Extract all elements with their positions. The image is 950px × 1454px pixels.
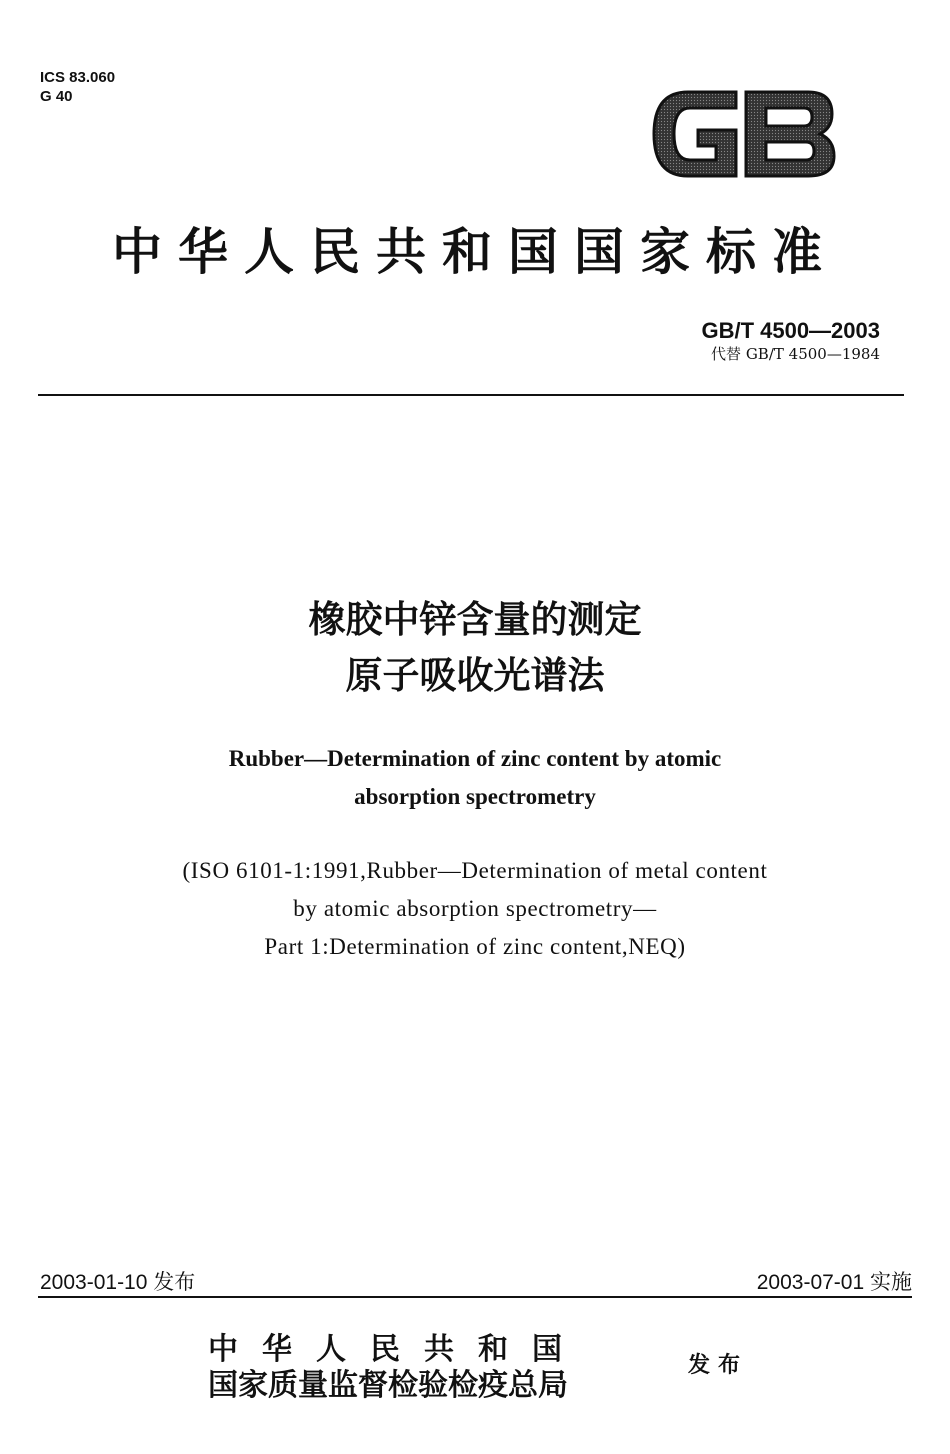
issuer-line2: 国家质量监督检验检疫总局: [208, 1368, 568, 1403]
english-title: [0, 740, 950, 816]
english-title-line1: Rubber—Determination of zinc content by atomic: [228, 746, 722, 771]
classification-codes: [40, 68, 115, 106]
issue-date: 2003-01-10 发布: [40, 1271, 196, 1294]
ics-code: ICS 83.060: [40, 69, 116, 86]
national-standard-title: 中华人民共和国国家标准: [112, 222, 838, 281]
top-divider: [38, 394, 904, 396]
standard-number-block: [701, 318, 880, 364]
issuing-authority: [208, 1332, 586, 1404]
bottom-divider: [38, 1296, 912, 1298]
chinese-title-line1: 橡胶中锌含量的测定: [308, 598, 642, 641]
implementation-date: 2003-07-01 实施: [756, 1271, 912, 1294]
issue-action: 发布: [688, 1352, 749, 1378]
issuer-line1: 中华人民共和国: [208, 1332, 586, 1367]
chinese-title-line2: 原子吸收光谱法: [345, 654, 605, 697]
english-title-line2: absorption spectrometry: [354, 784, 596, 809]
gb-logo: [648, 84, 838, 184]
iso-reference-line3: Part 1:Determination of zinc content,NEQ): [264, 934, 686, 959]
iso-reference-line1: (ISO 6101-1:1991,Rubber—Determination of metal content: [182, 858, 768, 883]
standard-number: GB/T 4500—2003: [701, 318, 880, 343]
chinese-title: [0, 592, 950, 704]
replaces-standard: 代替 GB/T 4500—1984: [711, 345, 880, 363]
iso-reference: [0, 852, 950, 966]
ccs-code: G 40: [40, 88, 73, 105]
iso-reference-line2: by atomic absorption spectrometry—: [293, 896, 657, 921]
